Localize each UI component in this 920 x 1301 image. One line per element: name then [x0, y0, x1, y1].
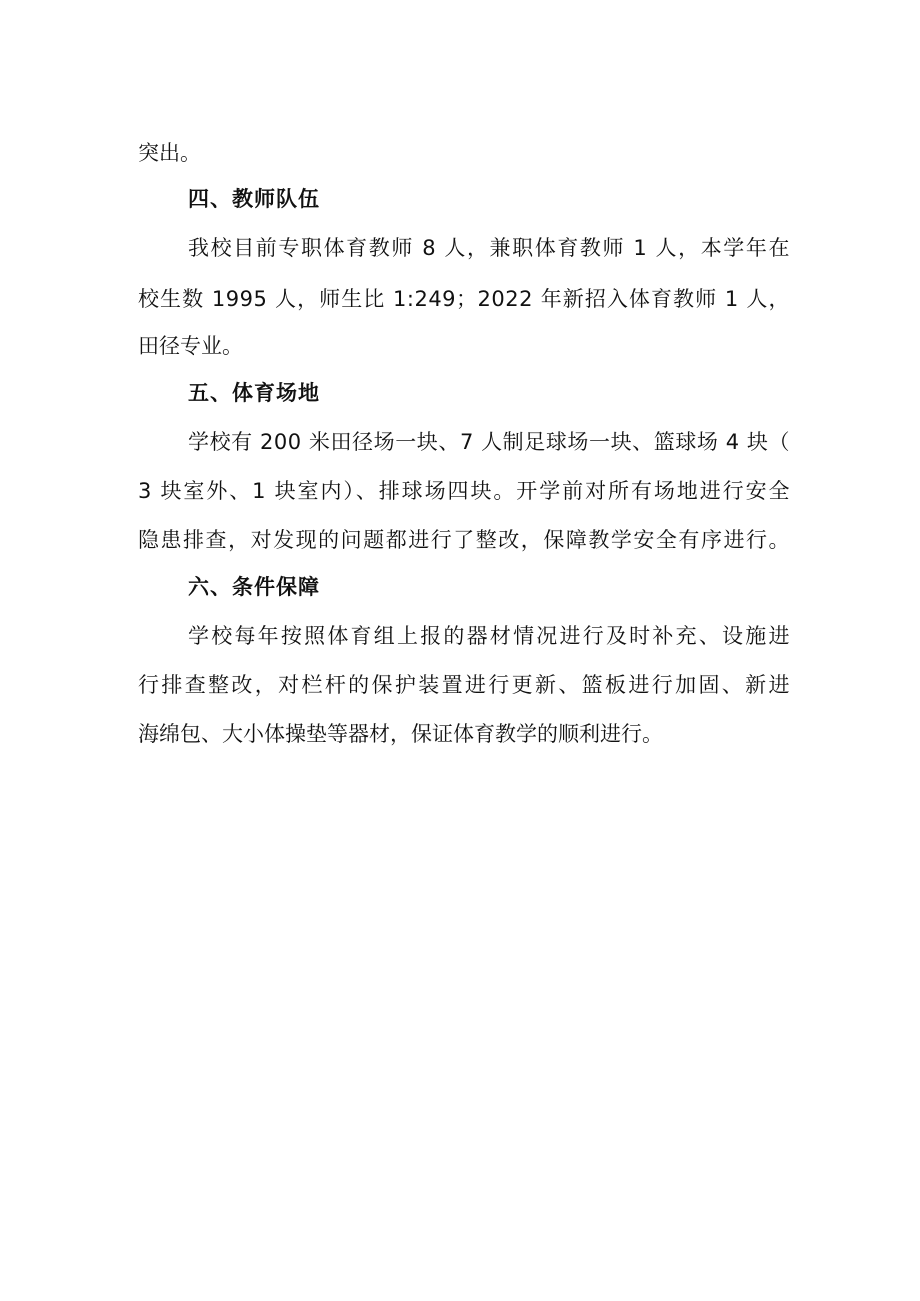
- section-heading-venues: 五、体育场地: [188, 381, 320, 405]
- paragraph-line: 行排查整改，对栏杆的保护装置进行更新、篮板进行加固、新进: [138, 673, 790, 697]
- paragraph-line: 田径专业。: [138, 334, 243, 358]
- paragraph-line: 海绵包、大小体操垫等器材，保证体育教学的顺利进行。: [138, 722, 663, 746]
- paragraph-continuation: 突出。: [138, 141, 201, 165]
- paragraph-line: 我校目前专职体育教师 8 人，兼职体育教师 1 人，本学年在: [188, 236, 790, 260]
- section-heading-conditions: 六、条件保障: [188, 575, 320, 599]
- paragraph-line: 学校有 200 米田径场一块、7 人制足球场一块、篮球场 4 块（: [188, 430, 790, 454]
- paragraph-line: 隐患排查，对发现的问题都进行了整改，保障教学安全有序进行。: [138, 528, 790, 552]
- paragraph-line: 3 块室外、1 块室内）、排球场四块。开学前对所有场地进行安全: [138, 479, 790, 503]
- paragraph-line: 校生数 1995 人，师生比 1:249；2022 年新招入体育教师 1 人，: [138, 287, 790, 311]
- section-heading-teachers: 四、教师队伍: [188, 187, 320, 211]
- paragraph-line: 学校每年按照体育组上报的器材情况进行及时补充、设施进: [188, 624, 790, 648]
